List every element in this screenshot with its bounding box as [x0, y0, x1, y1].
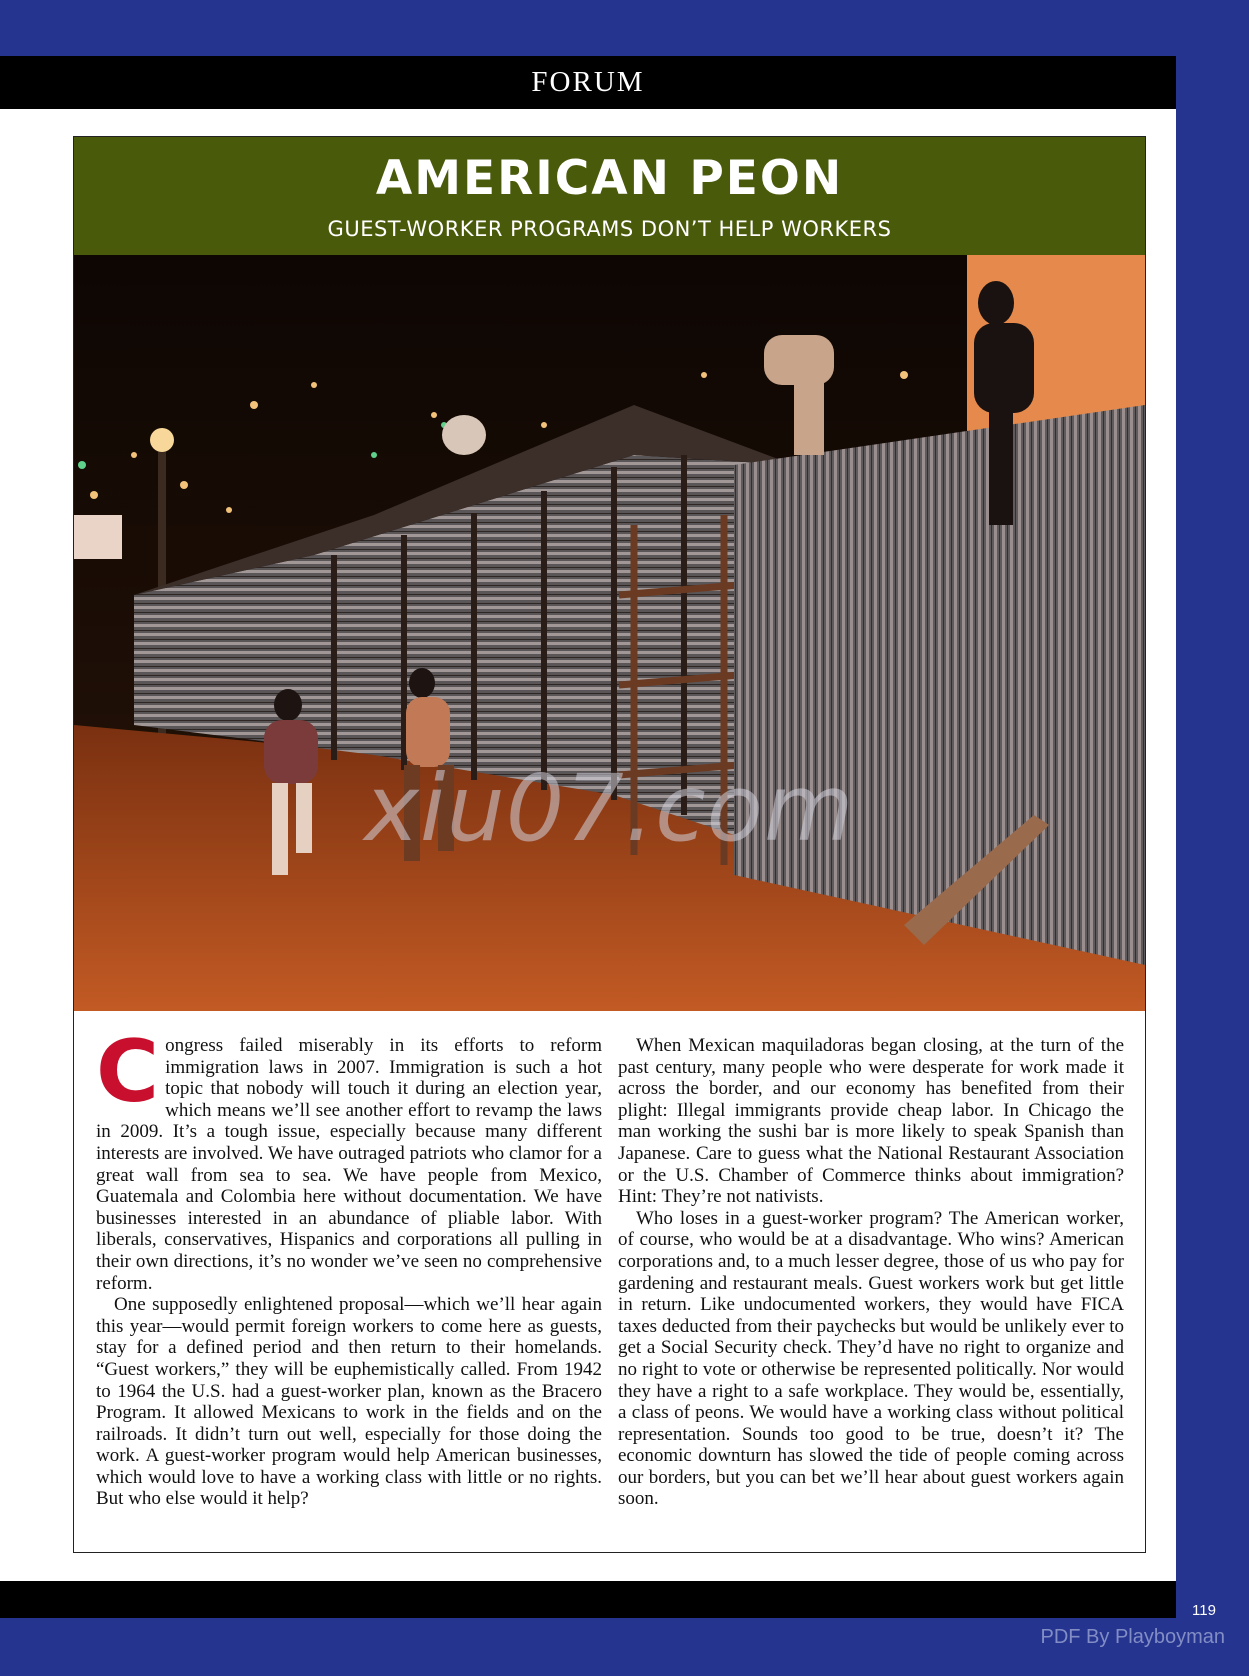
watermark-text: xiu07.com — [364, 755, 855, 862]
article-frame — [73, 136, 1146, 1553]
section-banner: FORUM — [0, 56, 1176, 109]
footer-bar — [0, 1581, 1176, 1618]
article-body — [96, 1022, 1124, 1510]
photo-illustration — [74, 255, 1145, 1011]
paragraph: Who loses in a guest-worker program? The American worker, of course, who would be at a disadvantage. Who wins? American corporations and, to a much lesser degree, those of us who pay for gardening and restaurant meals. Guest workers work but get little in return. Like undocumented workers, they would have FICA taxes deducted from their paychecks but would be unlikely ever to get a Social Security check. They’d have no right to organize and no right to vote or otherwise be represented politically. Nor would they have a right to a safe workplace. They would be, essentially, a class of peons. We would have a working class without political representation. Sounds too good to be true, doesn’t it? The economic downturn has slowed the tide of people coming across our borders, but you can bet we’ll hear about guest workers again soon. — [618, 1207, 1124, 1510]
page-number: 119 — [1192, 1602, 1216, 1619]
magazine-page — [0, 56, 1176, 1582]
paragraph — [96, 1022, 602, 1294]
pdf-credit: PDF By Playboyman — [1040, 1626, 1225, 1648]
drop-cap: C — [96, 1022, 160, 1122]
column-left — [96, 1022, 602, 1510]
paragraph: One supposedly enlightened proposal—which we’ll hear again this year—would permit foreign workers to come here as guests, stay for a defined period and then return to their homelands. “Guest workers,” they will be euphemistically called. From 1942 to 1964 the U.S. had a guest-worker plan, known as the Bracero Program. It allowed Mexicans to work in the fields and on the railroads. It didn’t turn out well, especially for those doing the work. A guest-worker program would help American businesses, which would love to have a working class with little or no rights. But who else would it help? — [96, 1294, 602, 1510]
subheadline: GUEST-WORKER PROGRAMS DON’T HELP WORKERS — [327, 217, 892, 241]
paragraph: When Mexican maquiladoras began closing, at the turn of the past century, many people who were desperate for work made it across the border, and our economy has benefited from their plight: Illegal immigrants provide cheap labor. In Chicago the man working the sushi bar is more likely to speak Spanish than Japanese. Care to guess what the National Restaurant Association or the U.S. Chamber of Commerce thinks about immigration? Hint: They’re not nativists. — [618, 1035, 1124, 1208]
headline: AMERICAN PEON — [375, 151, 844, 206]
border-fence-photo — [74, 255, 1145, 1011]
headline-band — [74, 137, 1145, 255]
paragraph-text: ongress failed miserably in its efforts to reform immigration laws in 2007. Immigration is such a hot topic that nobody will touch it during an election year, which means we’ll see another effort to revamp the laws in 2009. It’s a tough issue, especially because many different interests are involved. We have outraged patriots who clamor for a great wall from sea to sea. We have people from Mexico, Guatemala and Colombia here without documentation. We have businesses interested in an abundance of pliable labor. With liberals, conservatives, Hispanics and corporations all pulling in their own directions, it’s no wonder we’ve seen no comprehensive reform. — [96, 1035, 602, 1294]
column-right — [618, 1035, 1124, 1510]
